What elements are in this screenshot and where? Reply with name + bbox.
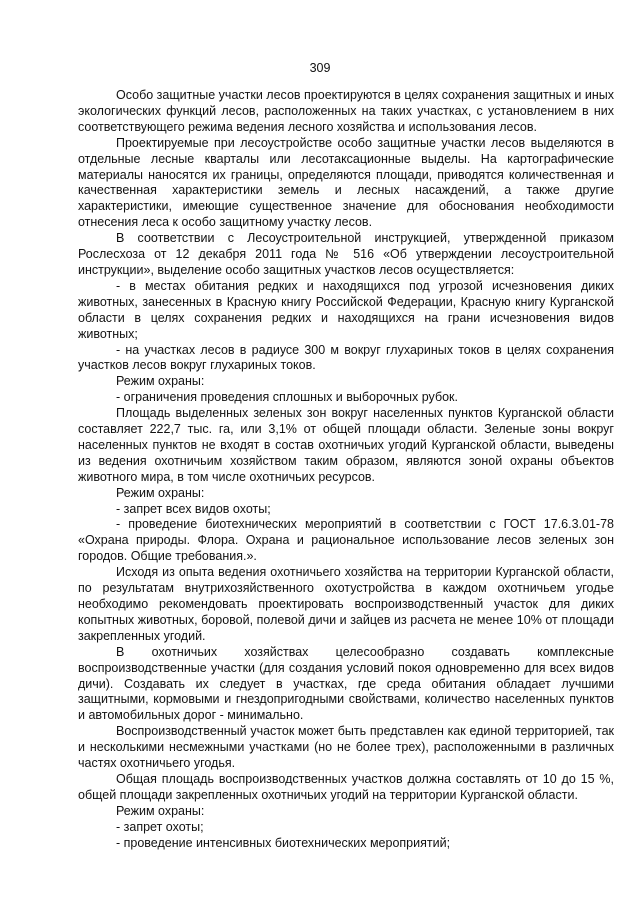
list-item: - проведение интенсивных биотехнических мероприятий; xyxy=(116,835,451,850)
body-text xyxy=(78,88,614,852)
paragraph: В охотничьих хозяйствах целесообразно создавать комплексные воспроизводственные участки (для создания условий покоя одновременно для всех видов дичи). Создавать их следует в участках, где среда обитания обладает лучшими защитными, кормовыми и гнездопригодными свойствами, количество населенных пунктов и автомобильных дорог - минимально. xyxy=(78,644,614,723)
paragraph: Площадь выделенных зеленых зон вокруг населенных пунктов Курганской области составляет 222,7 тыс. га, или 3,1% от общей площади области. Зеленые зоны вокруг населенных пунктов не входят в состав охотничьих угодий Курганской области, выведены из ведения охотничьим хозяйством таким образом, являются зоной охраны объектов животного мира, в том числе охотничьих ресурсов. xyxy=(78,406,614,484)
section-label: Режим охраны: xyxy=(116,374,205,389)
paragraph: Общая площадь воспроизводственных участков должна составлять от 10 до 15 %, общей площади закрепленных охотничьих угодий на территории Курганской области. xyxy=(78,771,614,802)
list-item: - проведение биотехнических мероприятий в соответствии с ГОСТ 17.6.3.01-78 «Охрана природы. Флора. Охрана и рациональное использование лесов зеленых зон городов. Общие требования.». xyxy=(78,517,614,564)
paragraph: В соответствии с Лесоустроительной инструкцией, утвержденной приказом Рослесхоза от 12 декабря 2011 года № 516 «Об утверждении лесоустроительной инструкции», выделение особо защитных участков лесов осуществляется: xyxy=(78,231,614,277)
list-item: - запрет охоты; xyxy=(116,819,204,834)
paragraph: Особо защитные участки лесов проектируются в целях сохранения защитных и иных экологических функций лесов, расположенных на таких участках, с установлением в них соответствующего режима ведения лесного хозяйства и использования лесов. xyxy=(78,88,614,134)
list-item: - ограничения проведения сплошных и выборочных рубок. xyxy=(116,390,458,405)
list-item: - в местах обитания редких и находящихся под угрозой исчезновения диких животных, занесенных в Красную книгу Российской Федерации, Красную книгу Курганской области в целях сохранения редких и находящихся на грани исчезновения видов животных; xyxy=(78,278,614,341)
list-item: - на участках лесов в радиусе 300 м вокруг глухариных токов в целях сохранения участков лесов вокруг глухариных токов. xyxy=(78,342,614,373)
list-item: - запрет всех видов охоты; xyxy=(116,501,271,516)
paragraph: Проектируемые при лесоустройстве особо защитные участки лесов выделяются в отдельные лесные кварталы или лесотаксационные выделы. На картографические материалы наносятся их границы, определяются площади, приводятся количественная и качественная характеристики земель и лесных насаждений, а также другие характеристики, имеющие существенное значение для обоснования необходимости отнесения леса к особо защитному участку лесов. xyxy=(78,135,614,230)
paragraph: Исходя из опыта ведения охотничьего хозяйства на территории Курганской области, по результатам внутрихозяйственного охотустройства в каждом охотничьем угодье необходимо рекомендовать проектировать воспроизводственный участок для диких копытных животных, боровой, полевой дичи и зайцев из расчета не менее 10% от площади закрепленных угодий. xyxy=(78,565,614,643)
section-label: Режим охраны: xyxy=(116,803,205,818)
page-number: 309 xyxy=(309,61,331,75)
paragraph: Воспроизводственный участок может быть представлен как единой территорией, так и несколькими несмежными участками (но не более трех), расположенными в различных частях охотничьего угодья. xyxy=(78,724,614,771)
section-label: Режим охраны: xyxy=(116,485,205,500)
